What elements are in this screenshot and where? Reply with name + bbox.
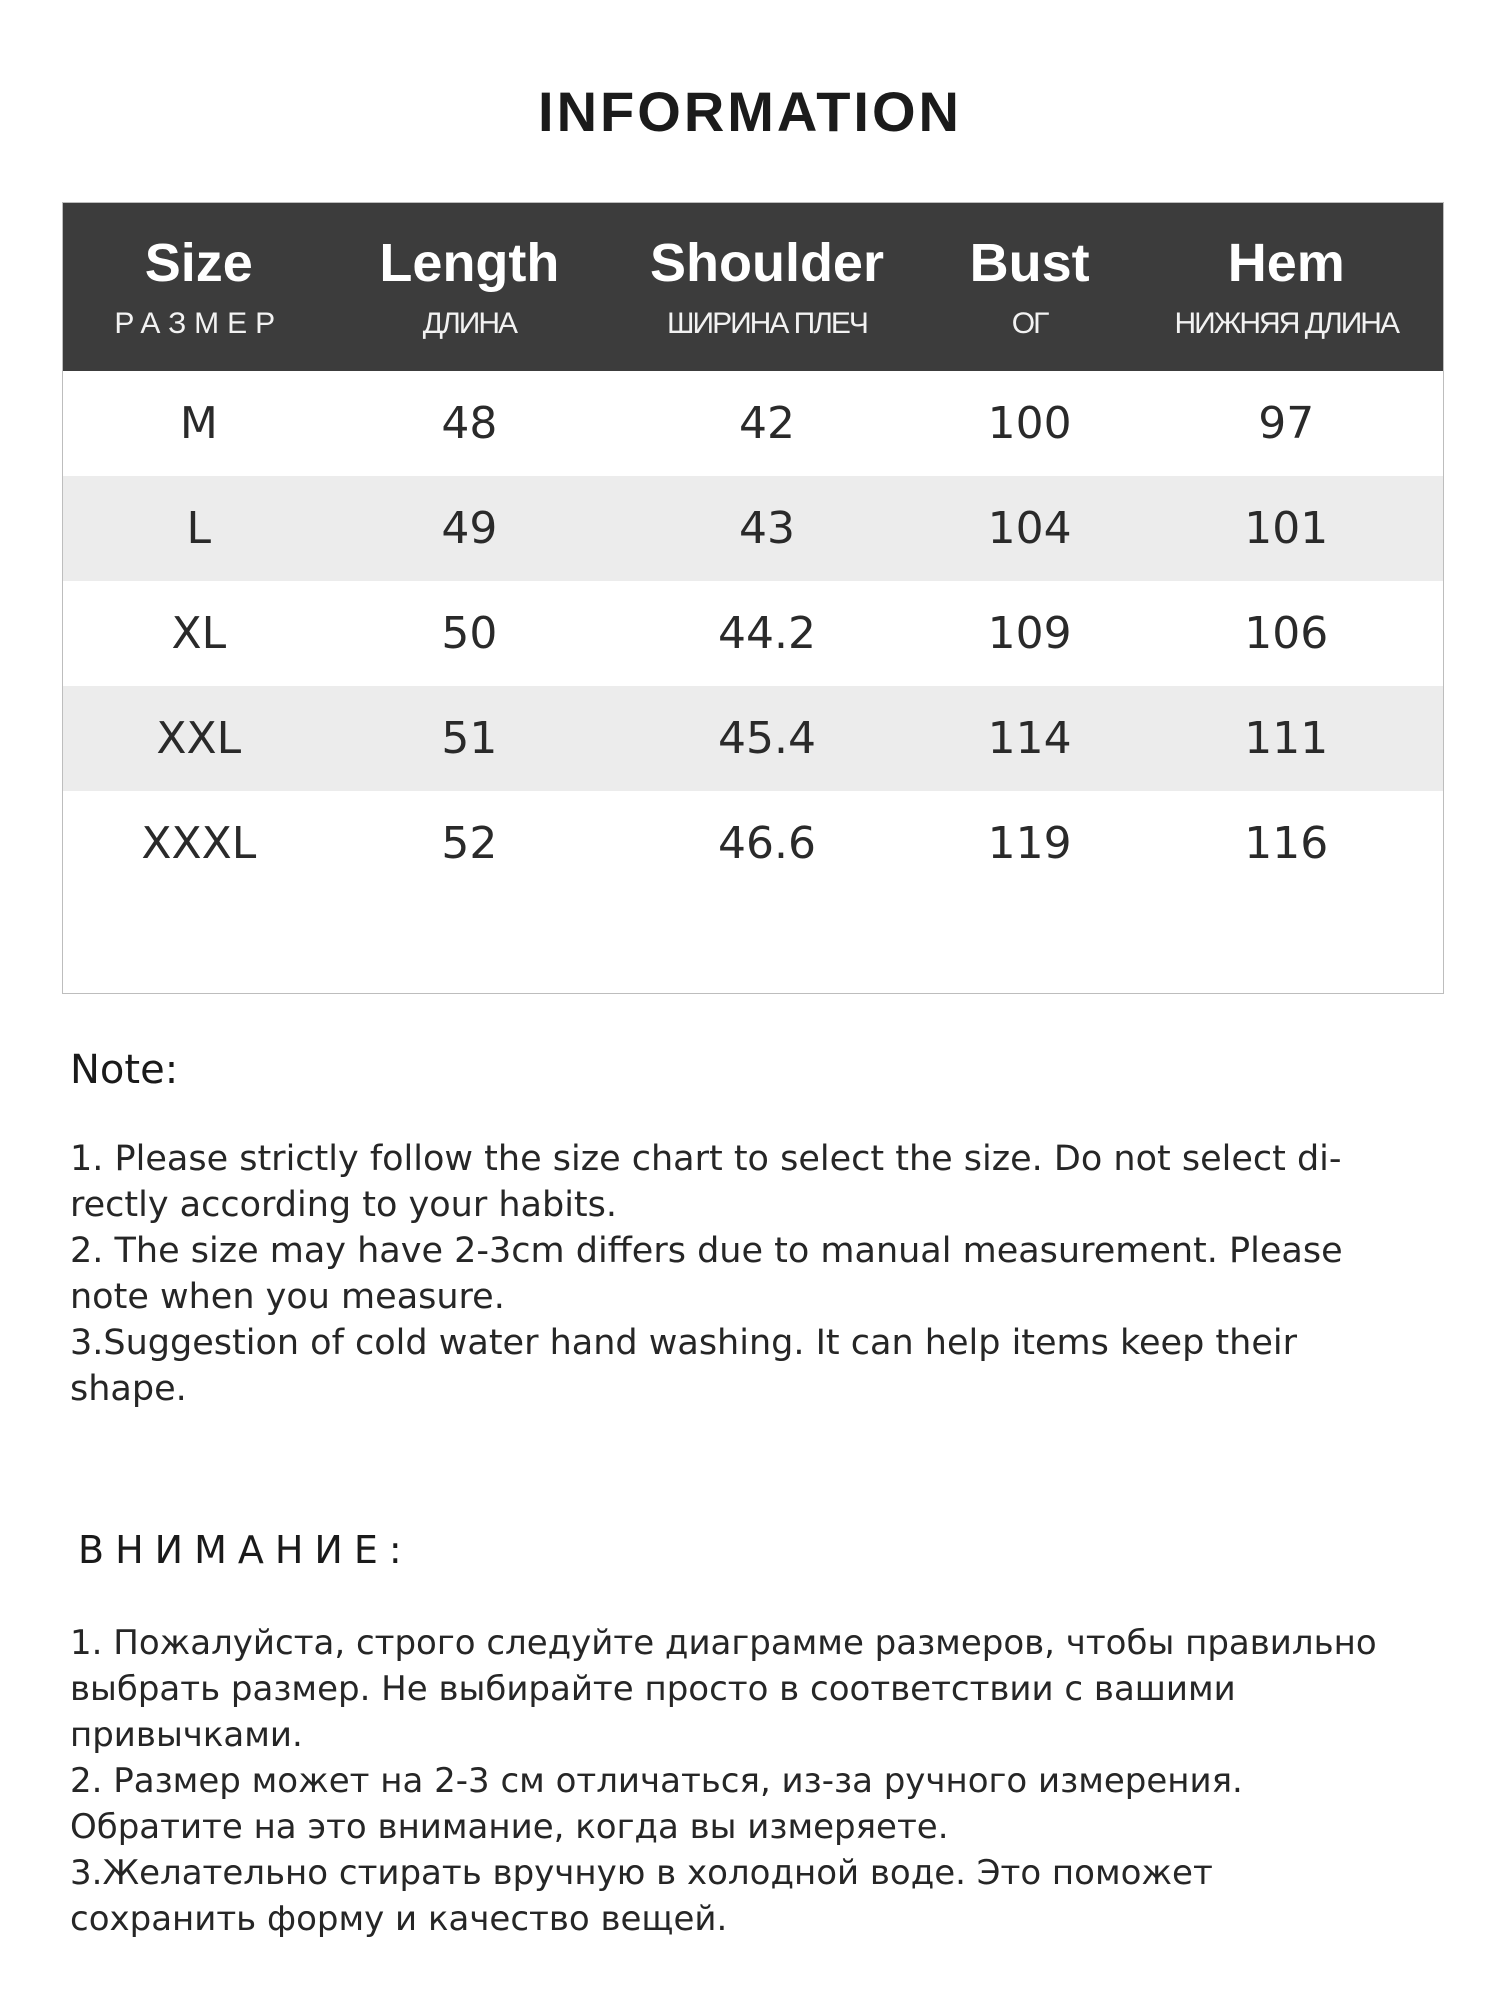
header-shoulder [604, 203, 930, 371]
cell-shoulder: 42 [738, 398, 795, 449]
notes-russian [70, 1520, 1450, 1942]
cell-hem: 97 [1258, 398, 1315, 449]
cell-length: 51 [441, 713, 498, 764]
header-size [63, 203, 335, 371]
header-hem-ru: НИЖНЯЯ ДЛИНА [1174, 307, 1398, 340]
table-header [63, 203, 1443, 371]
cell-size: XXXL [141, 818, 257, 869]
cell-size: XXL [156, 713, 242, 764]
header-hem-en: Hem [1227, 233, 1345, 293]
cell-shoulder: 46.6 [718, 818, 816, 869]
cell-length: 48 [441, 398, 498, 449]
header-bust-en: Bust [969, 233, 1090, 293]
note-line: привычками. [70, 1715, 303, 1755]
cell-hem: 111 [1244, 713, 1329, 764]
note-line: note when you measure. [70, 1277, 505, 1317]
cell-shoulder: 43 [738, 503, 795, 554]
cell-length: 52 [441, 818, 498, 869]
cell-length: 49 [441, 503, 498, 554]
note-line: rectly according to your habits. [70, 1185, 618, 1225]
cell-hem: 101 [1244, 503, 1329, 554]
note-line: 2. Размер может на 2-3 см отличаться, из-за ручного измерения. [70, 1761, 1243, 1801]
cell-length: 50 [441, 608, 498, 659]
header-length [335, 203, 605, 371]
header-shoulder-ru: ШИРИНА ПЛЕЧ [667, 307, 867, 340]
note-line: выбрать размер. Не выбирайте просто в соответствии с вашими [70, 1669, 1236, 1709]
note-line: 3.Suggestion of cold water hand washing. It can help items keep their [70, 1323, 1297, 1363]
header-hem [1129, 203, 1443, 371]
cell-bust: 109 [987, 608, 1072, 659]
table-row [63, 581, 1443, 686]
cell-bust: 104 [987, 503, 1072, 554]
note-line: 3.Желательно стирать вручную в холодной воде. Это поможет [70, 1853, 1213, 1893]
table-row [63, 476, 1443, 581]
header-shoulder-en: Shoulder [649, 233, 884, 293]
cell-shoulder: 45.4 [718, 713, 816, 764]
note-line: 2. The size may have 2-3cm differs due to manual measurement. Please [70, 1231, 1343, 1271]
note-line: 1. Please strictly follow the size chart to select the size. Do not select di- [70, 1139, 1342, 1179]
cell-hem: 106 [1244, 608, 1329, 659]
note-heading-ru: ВНИМАНИЕ: [78, 1528, 413, 1572]
note-line: сохранить форму и качество вещей. [70, 1899, 728, 1939]
page-title: INFORMATION [538, 80, 962, 143]
note-line: 1. Пожалуйста, строго следуйте диаграмме размеров, чтобы правильно [70, 1623, 1377, 1663]
header-bust-ru: ОГ [1011, 307, 1048, 340]
notes-english [70, 1040, 1430, 1412]
cell-bust: 119 [987, 818, 1072, 869]
table-row [63, 791, 1443, 896]
cell-bust: 114 [987, 713, 1072, 764]
header-size-en: Size [144, 233, 253, 293]
cell-size: XL [171, 608, 227, 659]
cell-hem: 116 [1244, 818, 1329, 869]
cell-size: L [186, 503, 212, 554]
table-row [63, 686, 1443, 791]
table-row [63, 371, 1443, 476]
header-bust [930, 203, 1130, 371]
note-line: Обратите на это внимание, когда вы измеряете. [70, 1807, 949, 1847]
cell-bust: 100 [987, 398, 1072, 449]
cell-size: M [179, 398, 218, 449]
size-table [62, 202, 1444, 994]
header-length-ru: ДЛИНА [422, 307, 517, 340]
header-size-ru: РАЗМЕР [114, 307, 284, 340]
note-line: shape. [70, 1369, 187, 1409]
header-length-en: Length [379, 233, 560, 293]
cell-shoulder: 44.2 [718, 608, 816, 659]
note-heading: Note: [70, 1047, 179, 1093]
